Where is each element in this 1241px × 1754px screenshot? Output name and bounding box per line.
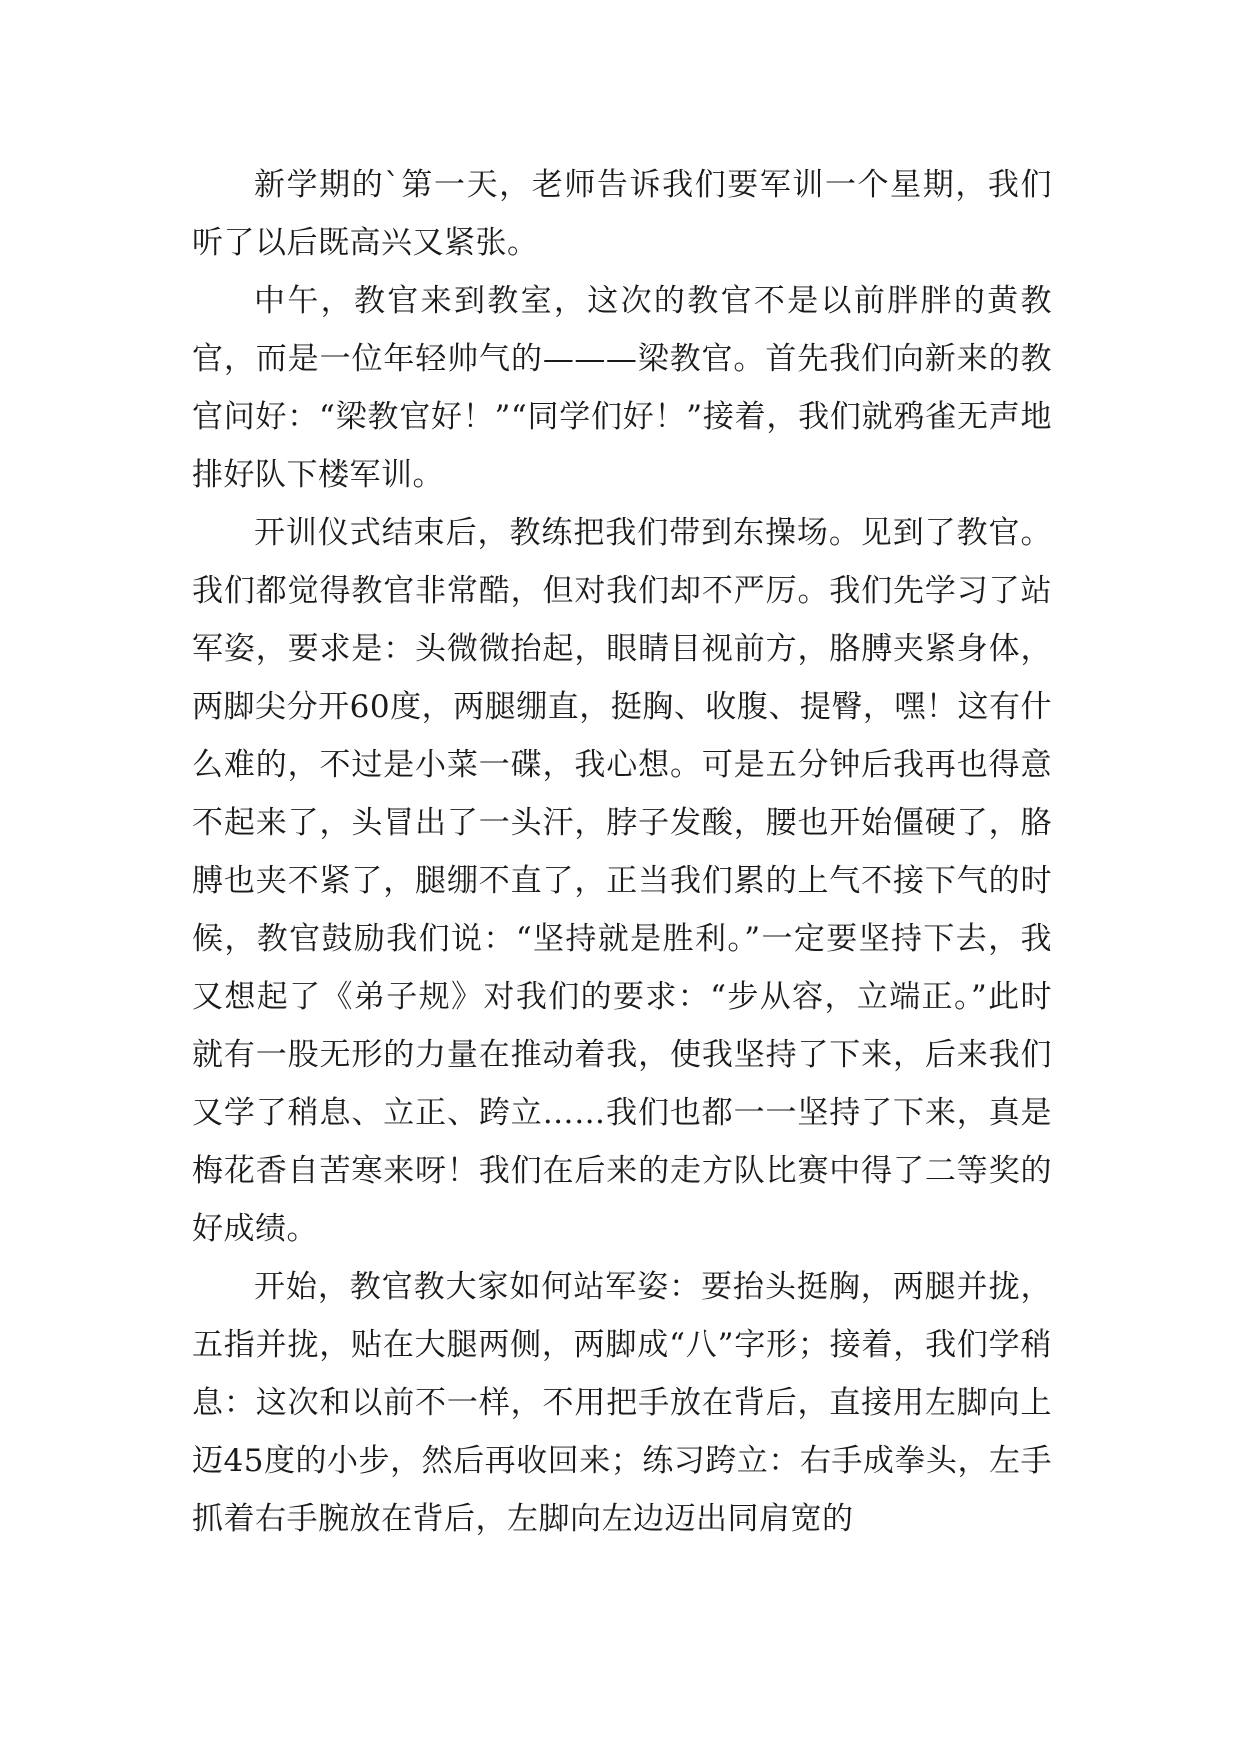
paragraph-3: 开训仪式结束后，教练把我们带到东操场。见到了教官。我们都觉得教官非常酷，但对我们却不严厉。我们先学习了站军姿，要求是：头微微抬起，眼睛目视前方，胳膊夹紧身体，两脚尖分开60度，两腿绷直，挺胸、收腹、提臀，嘿！这有什么难的，不过是小菜一碟，我心想。可是五分钟后我再也得意不起来了，头冒出了一头汗，脖子发酸，腰也开始僵硬了，胳膊也夹不紧了，腿绷不直了，正当我们累的上气不接下气的时候，教官鼓励我们说：“坚持就是胜利。”一定要坚持下去，我又想起了《弟子规》对我们的要求：“步从容，立端正。”此时就有一股无形的力量在推动着我，使我坚持了下来，后来我们又学了稍息、立正、跨立……我们也都一一坚持了下来，真是梅花香自苦寒来呀！我们在后来的走方队比赛中得了二等奖的好成绩。 — [192, 515, 1052, 1247]
paragraph-2: 中午，教官来到教室，这次的教官不是以前胖胖的黄教官，而是一位年轻帅气的———梁教官。首先我们向新来的教官问好：“梁教官好！”“同学们好！”接着，我们就鸦雀无声地排好队下楼军训。 — [192, 283, 1052, 493]
article-body — [192, 156, 1052, 1548]
paragraph-1: 新学期的`第一天，老师告诉我们要军训一个星期，我们听了以后既高兴又紧张。 — [192, 167, 1052, 261]
paragraph-4: 开始，教官教大家如何站军姿：要抬头挺胸，两腿并拢，五指并拢，贴在大腿两侧，两脚成“八”字形；接着，我们学稍息：这次和以前不一样，不用把手放在背后，直接用左脚向上迈45度的小步，然后再收回来；练习跨立：右手成拳头，左手抓着右手腕放在背后，左脚向左边迈出同肩宽的 — [192, 1269, 1052, 1537]
